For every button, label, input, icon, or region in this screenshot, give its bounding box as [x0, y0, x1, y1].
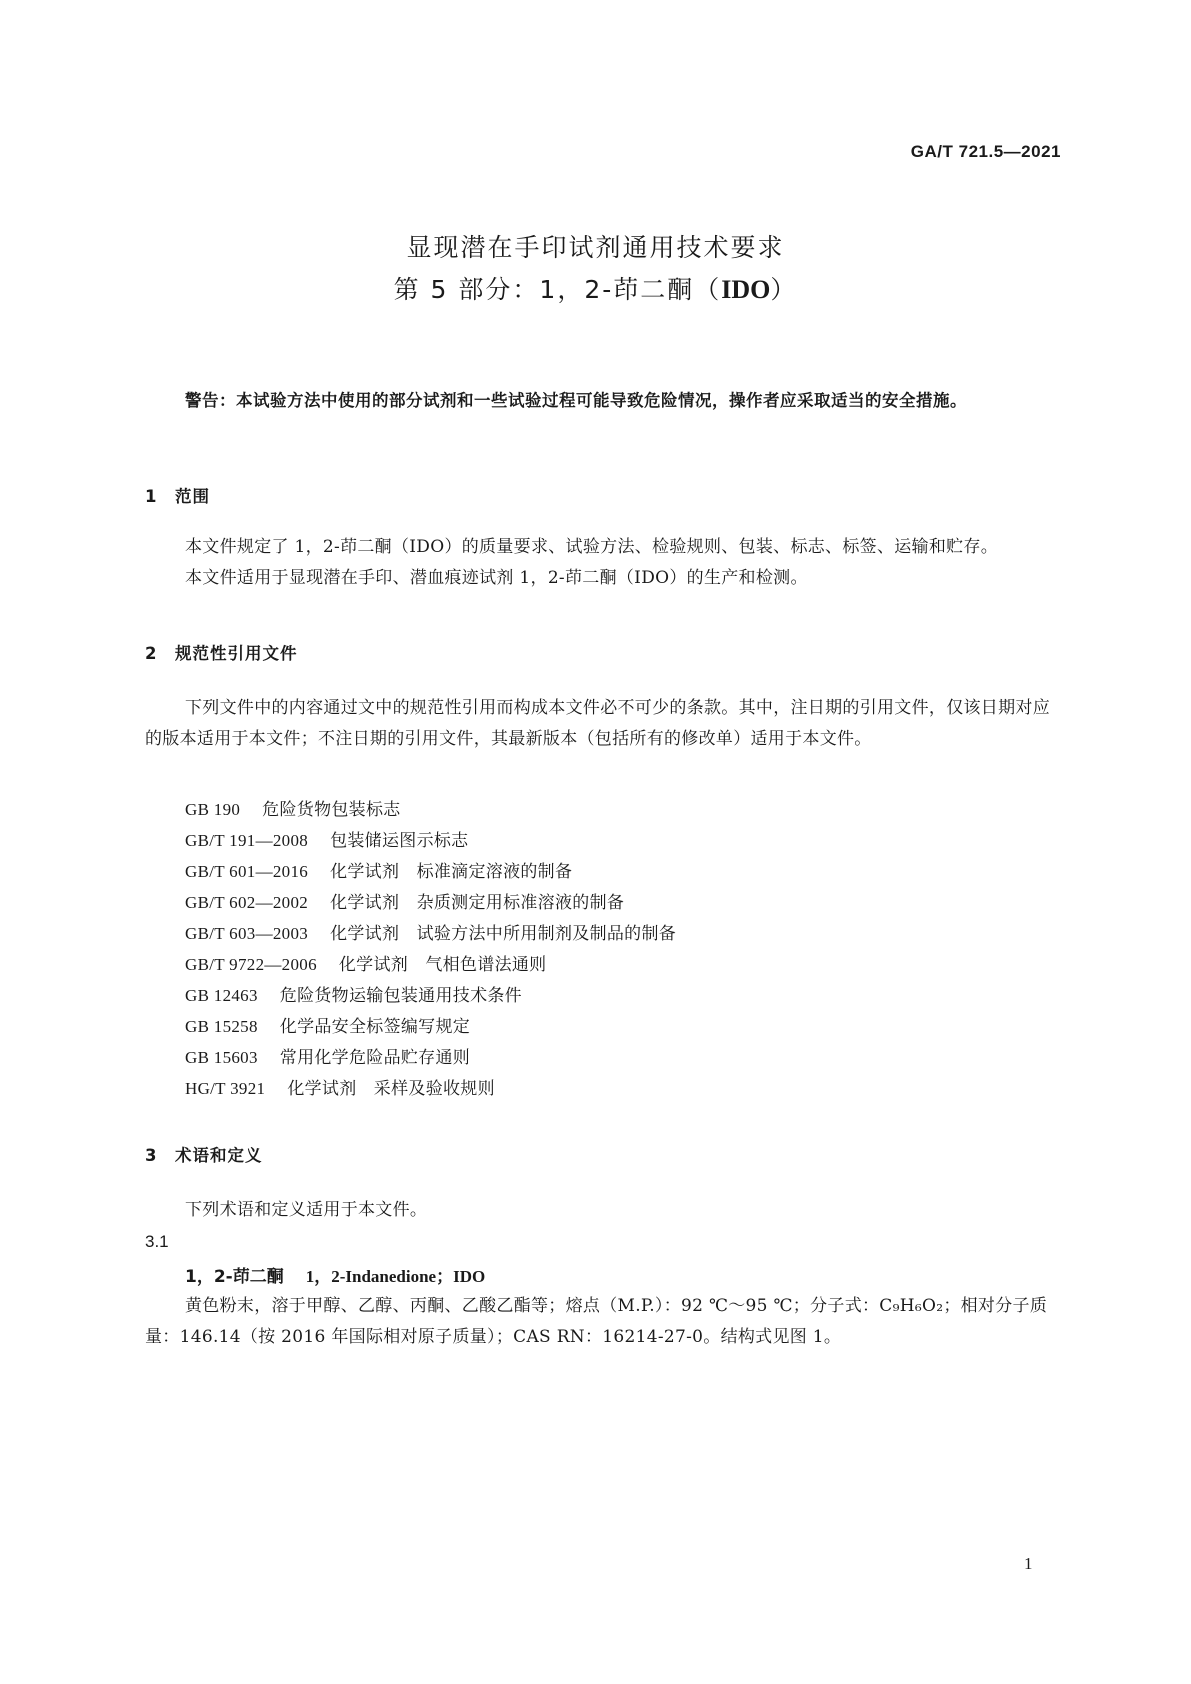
- reference-item: [185, 857, 572, 882]
- reference-item: [185, 950, 546, 975]
- reference-title: 化学试剂 杂质测定用标准溶液的制备: [330, 893, 625, 913]
- document-title-line1: 显现潜在手印试剂通用技术要求: [406, 233, 785, 262]
- reference-item: [185, 919, 676, 944]
- reference-code: GB 190: [185, 800, 241, 819]
- section3-heading: [145, 1142, 263, 1166]
- reference-code: GB/T 601—2016: [185, 862, 309, 881]
- reference-code: GB 15258: [185, 1017, 258, 1036]
- title-line2-prefix: 第 5 部分：1，2-茚二酮（: [393, 275, 722, 304]
- reference-title: 常用化学危险品贮存通则: [279, 1048, 471, 1068]
- reference-code: GB/T 602—2002: [185, 893, 309, 912]
- standard-code: GA/T 721.5—2021: [910, 142, 1061, 161]
- term-entry: [185, 1262, 485, 1287]
- reference-title: 化学试剂 气相色谱法通则: [338, 955, 547, 975]
- section1-number: 1: [145, 487, 158, 506]
- reference-code: GB/T 603—2003: [185, 924, 309, 943]
- reference-item: [185, 981, 522, 1006]
- reference-item: [185, 795, 401, 820]
- title-line2-suffix: ）: [770, 275, 798, 304]
- reference-item: [185, 1043, 470, 1068]
- reference-title: 化学试剂 标准滴定溶液的制备: [330, 862, 573, 882]
- section2-title: 规范性引用文件: [175, 644, 298, 663]
- reference-item: [185, 1074, 495, 1099]
- section3-intro: 下列术语和定义适用于本文件。: [185, 1200, 428, 1220]
- subsection-number: 3.1: [145, 1232, 169, 1251]
- page-number: 1: [1024, 1554, 1033, 1573]
- reference-code: GB 15603: [185, 1048, 258, 1067]
- section3-number: 3: [145, 1146, 158, 1165]
- reference-code: GB/T 191—2008: [185, 831, 309, 850]
- document-title-line2: [0, 270, 1191, 306]
- reference-title: 危险货物运输包装通用技术条件: [279, 986, 522, 1006]
- reference-code: GB 12463: [185, 986, 258, 1005]
- reference-code: GB/T 9722—2006: [185, 955, 317, 974]
- section1-title: 范围: [175, 487, 210, 506]
- section3-title: 术语和定义: [175, 1146, 263, 1165]
- reference-item: [185, 888, 624, 913]
- term-english: 1，2-Indanedione；IDO: [305, 1267, 486, 1286]
- reference-title: 化学试剂 采样及验收规则: [287, 1079, 495, 1099]
- term-definition: 黄色粉末，溶于甲醇、乙醇、丙酮、乙酸乙酯等；熔点（M.P.）：92 ℃～95 ℃；分子式：C₉H₆O₂；相对分子质量：146.14（按 2016 年国际相对原子质量）；CAS RN：16214-27-0。结构式见图 1。: [145, 1296, 1048, 1347]
- section2-heading: [145, 640, 298, 664]
- reference-title: 化学试剂 试验方法中所用制剂及制品的制备: [330, 924, 677, 944]
- title-abbr: IDO: [721, 275, 771, 304]
- reference-code: HG/T 3921: [185, 1079, 266, 1098]
- reference-item: [185, 826, 468, 851]
- reference-title: 化学品安全标签编写规定: [279, 1017, 471, 1037]
- section1-heading: [145, 483, 210, 507]
- reference-title: 危险货物包装标志: [262, 800, 401, 820]
- reference-item: [185, 1012, 470, 1037]
- section2-number: 2: [145, 644, 158, 663]
- reference-title: 包装储运图示标志: [330, 831, 469, 851]
- term-chinese: 1，2-茚二酮: [185, 1267, 284, 1287]
- section1-para-1: 本文件规定了 1，2-茚二酮（IDO）的质量要求、试验方法、检验规则、包装、标志、标签、运输和贮存。: [185, 537, 999, 557]
- safety-warning: 警告：本试验方法中使用的部分试剂和一些试验过程可能导致危险情况，操作者应采取适当的安全措施。: [185, 391, 967, 410]
- section2-intro: 下列文件中的内容通过文中的规范性引用而构成本文件必不可少的条款。其中，注日期的引用文件，仅该日期对应的版本适用于本文件；不注日期的引用文件，其最新版本（包括所有的修改单）适用于本文件。: [145, 698, 1050, 749]
- section1-para-2: 本文件适用于显现潜在手印、潜血痕迹试剂 1，2-茚二酮（IDO）的生产和检测。: [185, 568, 808, 588]
